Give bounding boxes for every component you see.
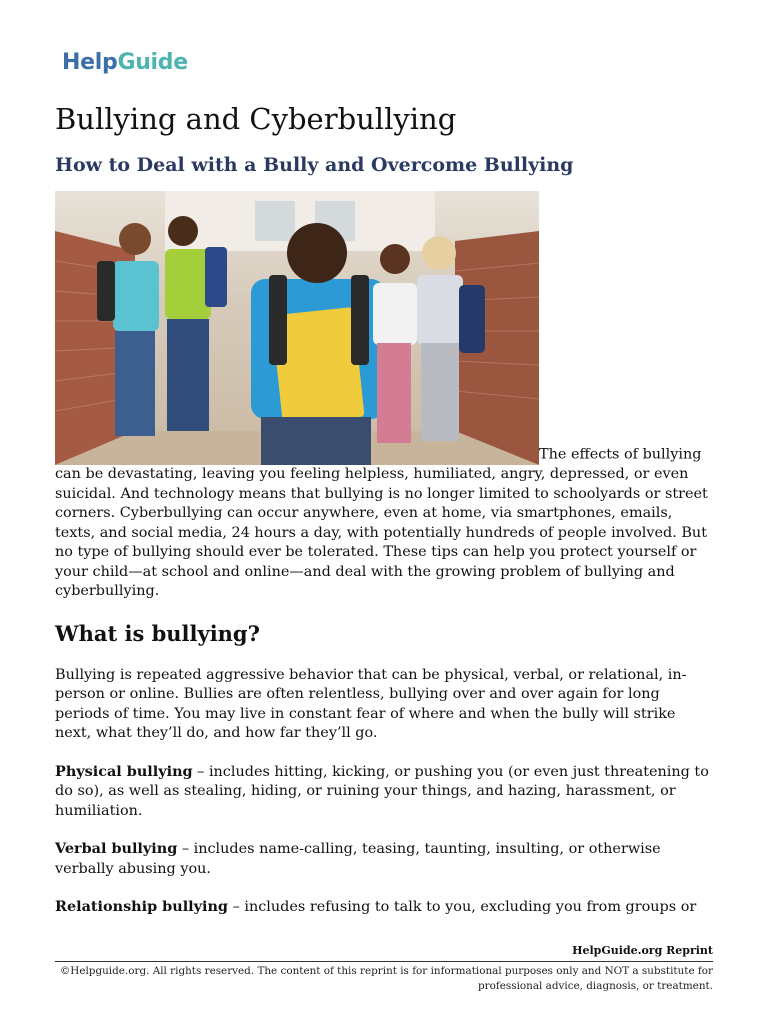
verbal-bullying-text: – includes name-calling, teasing, taunting, insulting, or otherwise verbally abusing you. [55, 841, 661, 877]
verbal-bullying-term: Verbal bullying [55, 840, 178, 857]
helpguide-logo[interactable] [62, 50, 188, 75]
verbal-bullying-paragraph [55, 839, 715, 879]
physical-bullying-paragraph [55, 762, 715, 822]
physical-bullying-text: – includes hitting, kicking, or pushing you (or even just threatening to do so), as well as stealing, hiding, or ruining your things, and hazing, harassment, or humiliation. [55, 763, 709, 819]
footer-disclaimer: ©Helpguide.org. All rights reserved. The content of this reprint is for informational purposes only and NOT a substitute for professional advice, diagnosis, or treatment. [59, 965, 713, 992]
footer-divider [55, 961, 713, 962]
page-title: Bullying and Cyberbullying [55, 102, 457, 136]
logo-part-help: Help [62, 50, 118, 75]
intro-text: The effects of bullying can be devastating, leaving you feeling helpless, humiliated, angry, depressed, or even suicidal. And technology means that bullying is no longer limited to schoolyards or street corners. Cyberbullying can occur anywhere, even at home, via smartphones, emails, texts, and social media, 24 hours a day, with potentially hundreds of people involved. But no type of bullying should ever be tolerated. These tips can help you protect yourself or your child—at school and online—and deal with the growing problem of bullying and cyberbullying. [55, 446, 708, 599]
bullying-photo [55, 191, 539, 465]
physical-bullying-term: Physical bullying [55, 762, 193, 780]
relationship-bullying-text: – includes refusing to talk to you, excluding you from groups or [228, 899, 697, 915]
logo-part-guide: Guide [117, 50, 188, 75]
relationship-bullying-paragraph [55, 897, 715, 918]
article-body [55, 191, 715, 936]
section-heading-what-is-bullying: What is bullying? [55, 620, 260, 646]
intro-paragraph [55, 191, 715, 602]
definition-paragraph: Bullying is repeated aggressive behavior that can be physical, verbal, or relational, in-person or online. Bullies are often relentless, bullying over and over again for long periods of time. You may live in constant fear of where and when the bully will strike next, what they’ll do, and how far they’ll go. [55, 666, 687, 741]
footer-title: HelpGuide.org Reprint [572, 944, 713, 957]
bullying-photo-illustration [55, 191, 539, 465]
page-subtitle: How to Deal with a Bully and Overcome Bullying [55, 154, 574, 176]
relationship-bullying-term: Relationship bullying [55, 898, 228, 915]
